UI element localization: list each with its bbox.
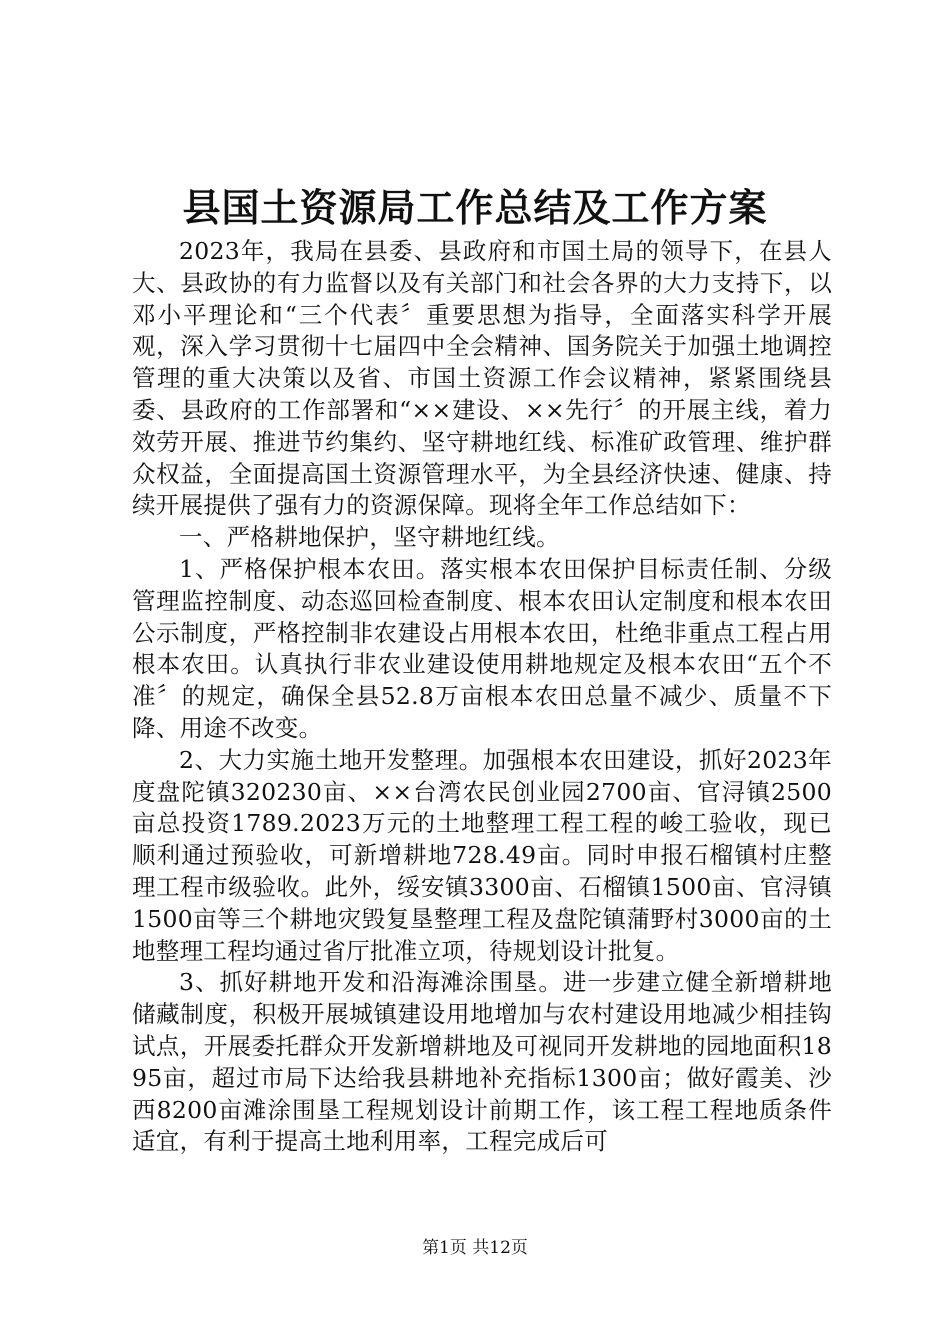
paragraph-item-3: 3、抓好耕地开发和沿海滩涂围垦。进一步建立健全新增耕地储藏制度，积极开展城镇建设用地增加与农村建设用地减少相挂钩试点，开展委托群众开发新增耕地及可视同开发耕地的园地面积1895亩，超过市局下达给我县耕地补充指标1300亩；做好霞美、沙西8200亩滩涂围垦工程规划设计前期工作，该工程工程地质条件适宜，有利于提高土地利用率，工程完成后可 <box>132 968 832 1156</box>
paragraph-item-2: 2、大力实施土地开发整理。加强根本农田建设，抓好2023年度盘陀镇320230亩、××台湾农民创业园2700亩、官浔镇2500亩总投资1789.2023万元的土地整理工程工程的峻工验收，现已顺利通过预验收，可新增耕地728.49亩。同时申报石榴镇村庄整理工程市级验收。此外，绥安镇3300亩、石榴镇1500亩、官浔镇1500亩等三个耕地灾毁复垦整理工程及盘陀镇蒲野村3000亩的土地整理工程均通过省厅批准立项，待规划设计批复。 <box>132 745 832 965</box>
section-heading-1: 一、严格耕地保护，坚守耕地红线。 <box>179 523 560 552</box>
paragraph-intro: 2023年，我局在县委、县政府和市国土局的领导下，在县人大、县政协的有力监督以及有关部门和社会各界的大力支持下，以邓小平理论和“三个代表〞重要思想为指导，全面落实科学开展观，深入学习贯彻十七届四中全会精神、国务院关于加强土地调控管理的重大决策以及省、市国土资源工作会议精神，紧紧围绕县委、县政府的工作部署和“××建设、××先行〞的开展主线，着力效劳开展、推进节约集约、坚守耕地红线、标准矿政管理、维护群众权益，全面提高国土资源管理水平，为全县经济快速、健康、持续开展提供了强有力的资源保障。现将全年工作总结如下： <box>132 237 832 520</box>
document-body <box>132 236 832 1158</box>
paragraph-item-1: 1、严格保护根本农田。落实根本农田保护目标责任制、分级管理监控制度、动态巡回检查制度、根本农田认定制度和根本农田公示制度，严格控制非农建设占用根本农田，杜绝非重点工程占用根本农田。认真执行非农业建设使用耕地规定及根本农田“五个不准〞的规定，确保全县52.8万亩根本农田总量不减少、质量不下降、用途不改变。 <box>132 554 832 742</box>
document-title: 县国土资源局工作总结及工作方案 <box>182 185 768 230</box>
page-number-footer: 第1页 共12页 <box>422 1238 528 1258</box>
